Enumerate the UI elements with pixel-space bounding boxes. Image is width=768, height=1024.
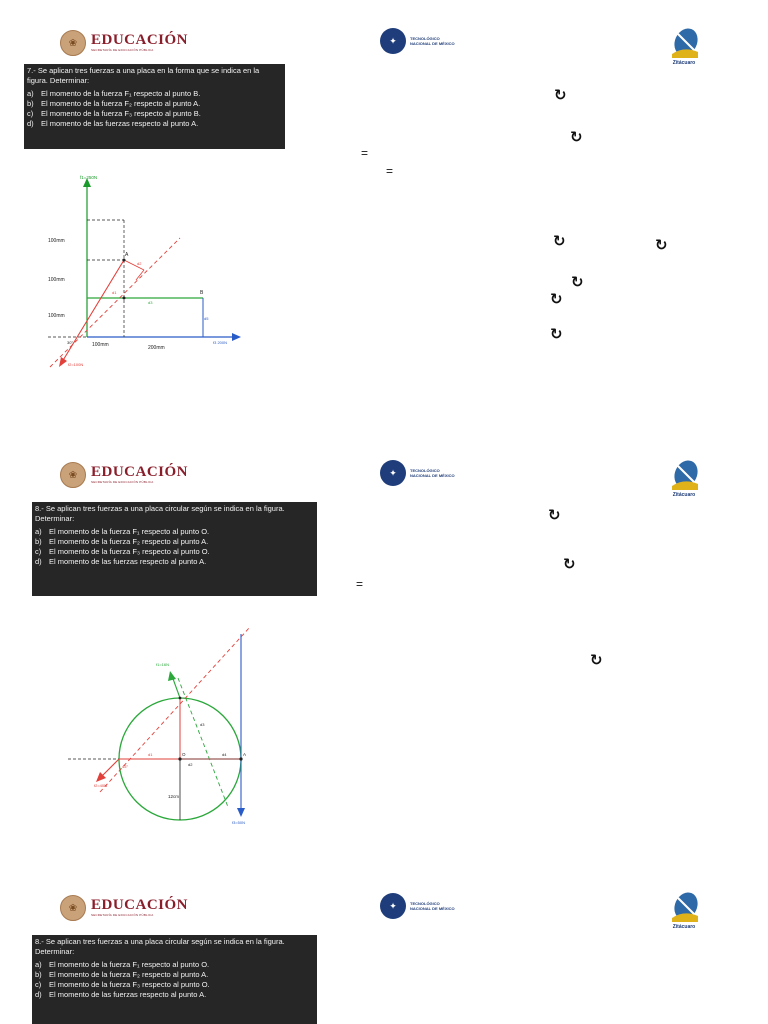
gear-icon: ✦	[380, 893, 406, 919]
angle-label: 30°	[67, 340, 74, 345]
rotation-symbol: ↻	[655, 237, 668, 254]
tecnm-logo	[380, 28, 455, 54]
dim-100-x: 100mm	[92, 342, 109, 348]
zitacuaro-label: Zitácuaro	[672, 924, 696, 930]
problem-8b-statement: 8.- Se aplican tres fuerzas a una placa circular según se indica en la figura. Determinar:	[35, 937, 285, 956]
problem-8-item-a: a) El momento de la fuerza F₁ respecto al punto O.	[35, 527, 210, 536]
f1-label: f1=16N	[156, 662, 170, 667]
zitacuaro-label: Zitácuaro	[672, 492, 696, 498]
rotation-symbol: ↻	[554, 87, 567, 104]
f2-label: f2=40N	[94, 783, 108, 788]
tecnm-line2: NACIONAL DE MÉXICO	[410, 41, 455, 46]
f1-label: f1=250N	[80, 175, 98, 180]
problem-8b-item-d: d) El momento de las fuerzas respecto al punto A.	[35, 990, 207, 999]
educacion-logo	[60, 895, 188, 921]
equals-symbol: =	[361, 146, 369, 160]
educacion-logo	[60, 462, 188, 488]
point-o-label: O	[182, 752, 186, 757]
tecnm-line2: NACIONAL DE MÉXICO	[410, 906, 455, 911]
problem-8-item-c: c) El momento de la fuerza F₃ respecto al punto O.	[35, 547, 210, 556]
educacion-subtitle: SECRETARÍA DE EDUCACIÓN PÚBLICA	[91, 913, 154, 917]
problem-8-item-d: d) El momento de las fuerzas respecto al punto A.	[35, 557, 207, 566]
point-a-label: A	[243, 752, 247, 757]
d3-label: d3	[200, 722, 205, 727]
tecnm-line1: TECNOLÓGICO	[410, 36, 440, 41]
problem-8b-item-b: b) El momento de la fuerza F₂ respecto al punto A.	[35, 970, 209, 979]
d1-label: d1	[112, 290, 117, 295]
rotation-symbol: ↻	[550, 326, 563, 343]
d4-label: d4	[222, 752, 227, 757]
rotation-symbol: ↻	[590, 652, 603, 669]
d5-label: d5	[204, 316, 209, 321]
educacion-title: EDUCACIÓN	[91, 32, 189, 48]
d1-label: d1	[148, 752, 153, 757]
tecnm-logo	[380, 460, 455, 486]
rotation-symbol: ↻	[550, 291, 563, 308]
dim-200-x: 200mm	[148, 345, 165, 351]
point-b-label: B	[200, 290, 204, 296]
d3-label: d3	[148, 300, 153, 305]
tecnm-line1: TECNOLÓGICO	[410, 468, 440, 473]
seal-icon: ❀	[60, 30, 86, 56]
problem-8b-item-a: a) El momento de la fuerza F₁ respecto al punto O.	[35, 960, 210, 969]
problem-7-item-b: b) El momento de la fuerza F₂ respecto al punto A.	[27, 99, 201, 108]
zitacuaro-logo	[664, 888, 704, 932]
zitacuaro-logo	[664, 24, 704, 68]
problem-8-item-b: b) El momento de la fuerza F₂ respecto al punto A.	[35, 537, 209, 546]
radius-label: 12cm	[168, 794, 180, 799]
problem-8b-item-c: c) El momento de la fuerza F₃ respecto al punto O.	[35, 980, 210, 989]
problem-7-statement: 7.- Se aplican tres fuerzas a una placa en la forma que se indica en la figura. Determinar:	[27, 66, 260, 85]
tecnm-line2: NACIONAL DE MÉXICO	[410, 473, 455, 478]
f3-label: f3 200N	[213, 340, 228, 345]
problem-8b-box	[32, 935, 317, 1024]
rotation-symbol: ↻	[571, 274, 584, 291]
gear-icon: ✦	[380, 460, 406, 486]
seal-icon: ❀	[60, 895, 86, 921]
figure-8	[60, 622, 260, 832]
f3-label: f3=50N	[232, 820, 246, 825]
educacion-subtitle: SECRETARÍA DE EDUCACIÓN PÚBLICA	[91, 480, 154, 484]
point-a-label: A	[125, 252, 129, 258]
dim-100-mid: 100mm	[48, 277, 65, 283]
tecnm-logo	[380, 893, 455, 919]
angle-label: 45°	[122, 764, 129, 769]
zitacuaro-logo	[664, 456, 704, 500]
seal-icon: ❀	[60, 462, 86, 488]
educacion-title: EDUCACIÓN	[91, 464, 189, 480]
zitacuaro-label: Zitácuaro	[672, 60, 696, 66]
f2-label: f2=100N	[68, 362, 84, 367]
d2-label: d2	[137, 261, 142, 266]
educacion-subtitle: SECRETARÍA DE EDUCACIÓN PÚBLICA	[91, 48, 154, 52]
rotation-symbol: ↻	[548, 507, 561, 524]
problem-7-item-d: d) El momento de las fuerzas respecto al punto A.	[27, 119, 199, 128]
rotation-symbol: ↻	[553, 233, 566, 250]
problem-7-box	[24, 64, 285, 149]
educacion-logo	[60, 30, 188, 56]
gear-icon: ✦	[380, 28, 406, 54]
rotation-symbol: ↻	[570, 129, 583, 146]
figure-7	[40, 170, 245, 370]
equals-symbol: =	[386, 164, 394, 178]
dim-100-low: 100mm	[48, 313, 65, 319]
d2-label: d2	[188, 762, 193, 767]
tecnm-line1: TECNOLÓGICO	[410, 901, 440, 906]
problem-8-box	[32, 502, 317, 596]
dim-100-top: 100mm	[48, 238, 65, 244]
equals-symbol: =	[356, 577, 364, 591]
rotation-symbol: ↻	[563, 556, 576, 573]
problem-7-item-a: a) El momento de la fuerza F₁ respecto al punto B.	[27, 89, 201, 98]
problem-8-statement: 8.- Se aplican tres fuerzas a una placa circular según se indica en la figura. Determinar:	[35, 504, 285, 523]
problem-7-item-c: c) El momento de la fuerza F₃ respecto al punto B.	[27, 109, 201, 118]
educacion-title: EDUCACIÓN	[91, 897, 189, 913]
